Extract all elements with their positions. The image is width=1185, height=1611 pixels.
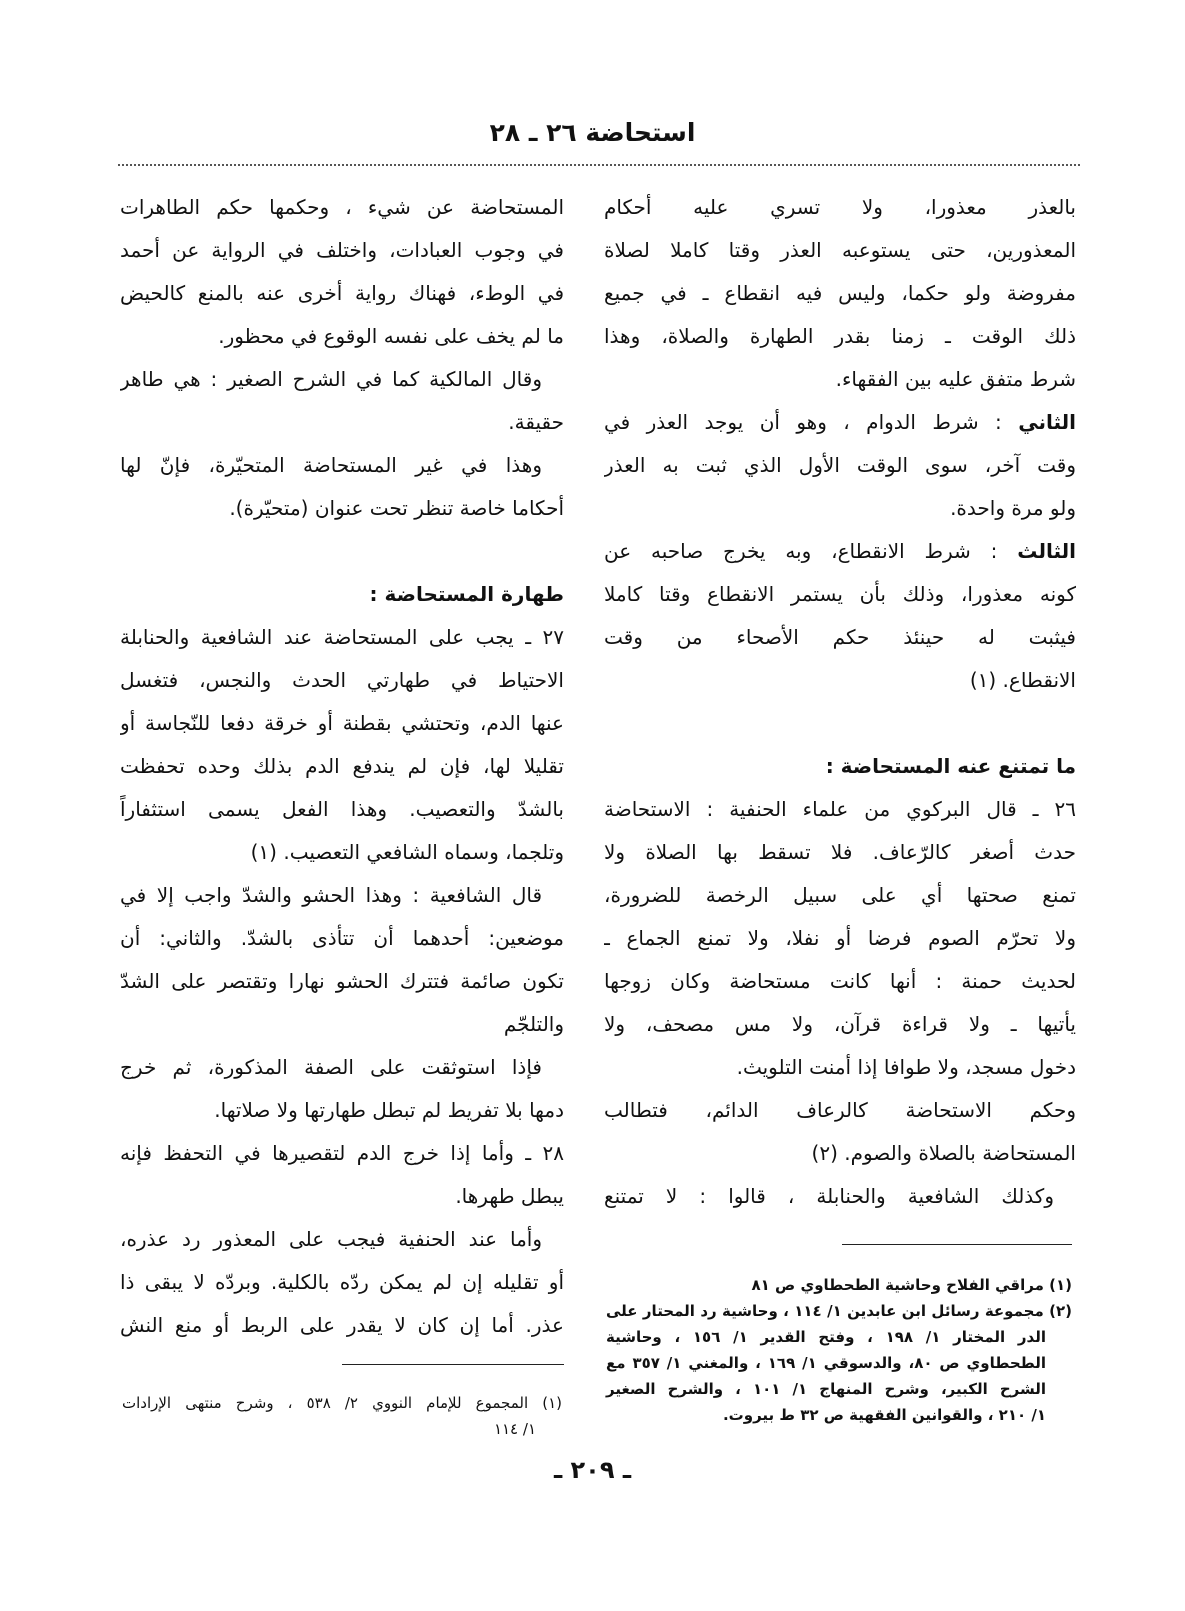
paragraph <box>120 616 564 874</box>
text-line: تكون صائمة فتترك الحشو نهارا وتقتصر على الشدّ <box>120 969 564 993</box>
text-line: لحديث حمنة : أنها كانت مستحاضة وكان زوجها <box>604 969 1076 993</box>
footnote-line: ١/ ٢١٠ ، والقوانين الفقهية ص ٣٢ ط بيروت. <box>722 1406 1046 1424</box>
text-line: ٢٧ ـ يجب على المستحاضة عند الشافعية والحنابلة <box>120 625 564 649</box>
text-line: يبطل طهرها. <box>455 1184 564 1208</box>
page-header-title: استحاضة ٢٦ ـ ٢٨ <box>489 118 696 147</box>
page-number: ـ ٢٠٩ ـ <box>553 1456 632 1484</box>
text-line: المستحاضة بالصلاة والصوم. (٢) <box>811 1141 1076 1165</box>
text-line: الانقطاع. (١) <box>969 668 1076 692</box>
paragraph <box>604 1175 1076 1218</box>
text-line: وأما عند الحنفية فيجب على المعذور رد عذره، <box>120 1227 542 1251</box>
text-line: مفروضة ولو حكما، وليس فيه انقطاع ـ في جميع <box>604 281 1076 305</box>
paragraph <box>604 530 1076 702</box>
text-line: أحكاما خاصة تنظر تحت عنوان (متحيّرة). <box>229 496 564 520</box>
text-line: شرط متفق عليه بين الفقهاء. <box>835 367 1076 391</box>
paragraph <box>604 186 1076 401</box>
paragraph <box>120 1218 564 1347</box>
footnote-line: الطحطاوي ص ٨٠، والدسوقي ١/ ١٦٩ ، والمغني ١/ ٣٥٧ مع <box>606 1354 1047 1372</box>
right-column <box>604 186 1076 1218</box>
text-line <box>604 530 1076 573</box>
footnote-line: الشرح الكبير، وشرح المنهاج ١/ ١٠١ ، والشرح الصغير <box>606 1380 1047 1398</box>
paragraph <box>120 358 564 444</box>
paragraph <box>120 444 564 530</box>
footnote-line: (١) المجموع للإمام النووي ٢/ ٥٣٨ ، وشرح منتهى الإرادات <box>122 1394 562 1412</box>
text-line: حقيقة. <box>508 410 564 434</box>
text-line: ما لم يخف على نفسه الوقوع في محظور. <box>218 324 564 348</box>
paragraph <box>120 874 564 1046</box>
text-line: وحكم الاستحاضة كالرعاف الدائم، فتطالب <box>604 1098 1076 1122</box>
footnote-line: (٢) مجموعة رسائل ابن عابدين ١/ ١١٤ ، وحاشية رد المحتار على <box>606 1302 1072 1320</box>
text-line: ذلك الوقت ـ زمنا بقدر الطهارة والصلاة، وهذا <box>604 324 1076 348</box>
footnote-line: (١) مراقي الفلاح وحاشية الطحطاوي ص ٨١ <box>751 1276 1072 1294</box>
text-line: أو تقليله إن لم يمكن ردّه بالكلية. وبردّه لا يبقى ذا <box>120 1270 564 1294</box>
text-line: كونه معذورا، وذلك بأن يستمر الانقطاع وقتا كاملا <box>604 582 1076 606</box>
text-line: وهذا في غير المستحاضة المتحيّرة، فإنّ لها <box>120 453 542 477</box>
paragraph <box>604 1089 1076 1175</box>
text-line: فإذا استوثقت على الصفة المذكورة، ثم خرج <box>120 1055 542 1079</box>
section-heading: طهارة المستحاضة : <box>369 582 564 606</box>
text-line <box>604 401 1076 444</box>
text-line: وقت آخر، سوى الوقت الأول الذي ثبت به العذر <box>604 453 1076 477</box>
bold-lead-term: الثاني <box>1018 410 1076 434</box>
paragraph <box>120 186 564 358</box>
text-line: وتلجما، وسماه الشافعي التعصيب. (١) <box>250 840 564 864</box>
footnote-separator-left <box>342 1364 564 1365</box>
text-line: حدث أصغر كالرّعاف. فلا تسقط بها الصلاة ولا <box>604 840 1076 864</box>
text-line: عنها الدم، وتحتشي بقطنة أو خرقة دفعا للنّجاسة أو <box>120 711 564 735</box>
text-line: يأتيها ـ ولا قراءة قرآن، ولا مس مصحف، ولا <box>604 1012 1076 1036</box>
paragraph <box>604 401 1076 530</box>
paragraph <box>604 788 1076 1089</box>
text-line: بالعذر معذورا، ولا تسري عليه أحكام <box>604 195 1076 219</box>
bold-lead-term: الثالث <box>1017 539 1076 563</box>
text-line-body: : شرط الدوام ، وهو أن يوجد العذر في <box>604 410 1019 434</box>
text-line: المستحاضة عن شيء ، وحكمها حكم الطاهرات <box>120 195 564 219</box>
footnote-line: ١/ ١١٤ <box>493 1420 536 1438</box>
text-line: وكذلك الشافعية والحنابلة ، قالوا : لا تمتنع <box>604 1184 1054 1208</box>
left-column <box>120 186 564 1347</box>
text-line: قال الشافعية : وهذا الحشو والشدّ واجب إلا في <box>120 883 542 907</box>
text-line: تقليلا لها، فإن لم يندفع الدم بذلك وحده تحفظت <box>120 754 564 778</box>
text-line: بالشدّ والتعصيب. وهذا الفعل يسمى استثفاراً <box>120 797 564 821</box>
text-line: تمنع صحتها أي على سبيل الرخصة للضرورة، <box>604 883 1076 907</box>
footnotes-right <box>606 1272 1072 1428</box>
text-line: في الوطء، فهناك رواية أخرى عنه بالمنع كالحيض <box>120 281 564 305</box>
text-line: عذر. أما إن كان لا يقدر على الربط أو منع النش <box>120 1313 564 1337</box>
footnote <box>606 1298 1072 1428</box>
text-line: في وجوب العبادات، واختلف في الرواية عن أحمد <box>120 238 564 262</box>
text-line: ٢٨ ـ وأما إذا خرج الدم لتقصيرها في التحفظ فإنه <box>120 1141 564 1165</box>
footnote <box>606 1272 1072 1298</box>
text-line: دمها بلا تفريط لم تبطل طهارتها ولا صلاتها. <box>214 1098 564 1122</box>
section-heading: ما تمتنع عنه المستحاضة : <box>825 754 1076 778</box>
text-line: دخول مسجد، ولا طوافا إذا أمنت التلويث. <box>736 1055 1076 1079</box>
footnote-separator-right <box>842 1244 1072 1245</box>
text-line: ولو مرة واحدة. <box>950 496 1076 520</box>
text-line: فيثبت له حينئذ حكم الأصحاء من وقت <box>604 625 1076 649</box>
paragraph <box>120 1132 564 1218</box>
footnotes-left <box>122 1390 562 1442</box>
text-line: الاحتياط في طهارتي الحدث والنجس، فتغسل <box>120 668 564 692</box>
text-line: ولا تحرّم الصوم فرضا أو نفلا، ولا تمنع الجماع ـ <box>604 926 1076 950</box>
text-line: موضعين: أحدهما أن تتأذى بالشدّ. والثاني: أن <box>120 926 564 950</box>
text-line: وقال المالكية كما في الشرح الصغير : هي طاهر <box>120 367 542 391</box>
text-line: والتلجّم <box>503 1012 564 1036</box>
text-line-body: : شرط الانقطاع، وبه يخرج صاحبه عن <box>604 539 1018 563</box>
footnote <box>122 1390 562 1442</box>
header-dotted-divider <box>118 164 1080 166</box>
footnote-line: الدر المختار ١/ ١٩٨ ، وفتح القدير ١/ ١٥٦ ، وحاشية <box>606 1328 1046 1346</box>
text-line: ٢٦ ـ قال البركوي من علماء الحنفية : الاستحاضة <box>604 797 1076 821</box>
text-line: المعذورين، حتى يستوعبه العذر وقتا كاملا لصلاة <box>604 238 1076 262</box>
paragraph <box>120 1046 564 1132</box>
